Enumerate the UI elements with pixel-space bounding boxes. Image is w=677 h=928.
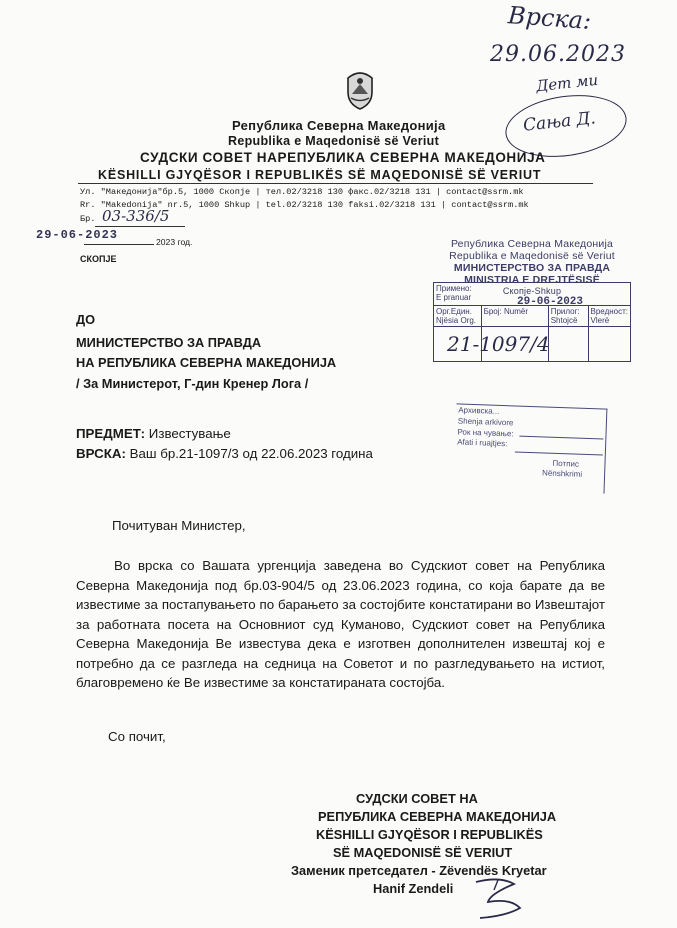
ref-label: Бр. xyxy=(80,214,96,224)
address-mk: Ул. "Македонија"бр.5, 1000 Скопје | тел.02/3218 130 факс.02/3218 131 | contact@ssrm.mk xyxy=(80,187,524,197)
date-underline xyxy=(84,244,154,245)
stamp-col-org: Орг.Един. Njësia Org. xyxy=(434,306,482,327)
handwritten-note-name: Сања Д. xyxy=(522,108,597,136)
stamp-received-label-al: E pranuar xyxy=(436,293,472,302)
archive-signature-label: Потпис xyxy=(552,458,580,469)
stamp-country-al: Republika e Maqedonisë së Veriut xyxy=(449,250,615,262)
body-paragraph xyxy=(76,556,605,693)
signature-line3: KËSHILLI GJYQËSOR I REPUBLIKËS xyxy=(316,827,543,842)
archive-line1: Архивска... xyxy=(458,405,500,416)
reference-label: ВРСКА: xyxy=(76,446,126,461)
closing: Со почит, xyxy=(108,729,166,744)
signature-line1: СУДСКИ СОВЕТ НА xyxy=(356,791,478,806)
stamp-received-label: Примено: xyxy=(436,284,472,293)
ministry-received-stamp xyxy=(425,238,639,356)
stamp-city: Скопје-Shkup xyxy=(502,286,562,296)
recipient-ministry: МИНИСТЕРСТВО ЗА ПРАВДА xyxy=(76,335,262,350)
subject-label: ПРЕДМЕТ: xyxy=(76,426,146,441)
archive-line2: Shenja arkivore xyxy=(457,416,514,428)
archive-line4: Afati i ruajtjes: xyxy=(457,437,508,449)
city-label: СКОПЈЕ xyxy=(80,254,117,264)
stamp-number-handwritten: 21-1097/4 xyxy=(447,332,550,356)
signature-title: Заменик претседател - Zëvendës Kryetar xyxy=(291,863,547,878)
handwritten-note-date: 29.06.2023 xyxy=(490,42,626,67)
address-al: Rr. "Makedonija" nr.5, 1000 Shkup | tel.02/3218 130 faksi.02/3218 131 | contact@ssrm.mk xyxy=(80,200,529,210)
signature-line2: РЕПУБЛИКА СЕВЕРНА МАКЕДОНИЈА xyxy=(318,809,557,824)
subject-line xyxy=(76,426,231,441)
header-country-al: Republika e Maqedonisë së Veriut xyxy=(228,134,440,148)
archive-stamp xyxy=(454,403,607,492)
stamp-ministry-mk: МИНИСТЕРСТВО ЗА ПРАВДА xyxy=(453,262,611,274)
subject-text: Известување xyxy=(148,426,231,441)
ref-underline xyxy=(95,226,185,227)
header-divider xyxy=(78,183,593,184)
stamp-country-mk: Република Северна Македонија xyxy=(450,238,614,250)
date-stamp: 29-06-2023 xyxy=(36,228,119,242)
archive-line3: Рок на чување: xyxy=(457,427,514,439)
year-label: 2023 год. xyxy=(156,237,193,247)
archive-signature-label-al: Nënshkrimi xyxy=(541,468,583,479)
stamp-col-attachment: Прилог: Shtojcë xyxy=(548,306,588,327)
stamp-ministry-al: MINISTRIA E DREJTËSISË xyxy=(464,274,600,286)
reference-line xyxy=(76,446,373,461)
signature-line4: SË MAQEDONISË SË VERIUT xyxy=(333,845,513,860)
recipient-attention: / За Министерот, Г-дин Кренер Лога / xyxy=(76,376,309,391)
handwritten-note-assign: Дет ми xyxy=(535,70,599,96)
stamp-col-number: Број: Numër xyxy=(481,306,548,327)
handwritten-note-link: Врска: xyxy=(507,1,593,35)
handwritten-signature xyxy=(470,872,540,922)
stamp-col-value: Вредност: Vlerë xyxy=(588,306,630,327)
recipient-to: ДО xyxy=(76,312,96,327)
stamp-date: 29-06-2023 xyxy=(517,296,584,308)
header-country-mk: Република Северна Македонија xyxy=(232,118,446,133)
reference-text: Ваш бр.21-1097/3 од 22.06.2023 година xyxy=(129,446,373,461)
signature-name: Hanif Zendeli xyxy=(373,881,454,896)
ref-number-handwritten: 03-336/5 xyxy=(102,207,170,225)
coat-of-arms-icon xyxy=(344,70,376,110)
recipient-country: НА РЕПУБЛИКА СЕВЕРНА МАКЕДОНИЈА xyxy=(76,355,337,370)
salutation: Почитуван Министер, xyxy=(112,518,246,533)
body-paragraph-text: Во врска со Вашата ургенција заведена во Судскиот совет на Република Северна Македонија под бр.03-904/5 од 23.06.2023 година, со која барате да ве известиме за постапувањето по барањето за состојбите констатирани во Извештајот за работната посета на Основниот суд Куманово, Судскиот совет на Република Северна Македонија Ве известува дека е изготвен дополнителен извештај кој е потребно да се разгледа на седница на Советот и по разгледувањето на истиот, благовремено ќе Ве известиме за констатираната состојба. xyxy=(76,558,605,690)
header-council-mk: СУДСКИ СОВЕТ НАРЕПУБЛИКА СЕВЕРНА МАКЕДОНИЈА xyxy=(140,150,546,165)
header-council-al: KËSHILLI GJYQËSOR I REPUBLIKËS SË MAQEDONISË SË VERIUT xyxy=(98,168,542,182)
